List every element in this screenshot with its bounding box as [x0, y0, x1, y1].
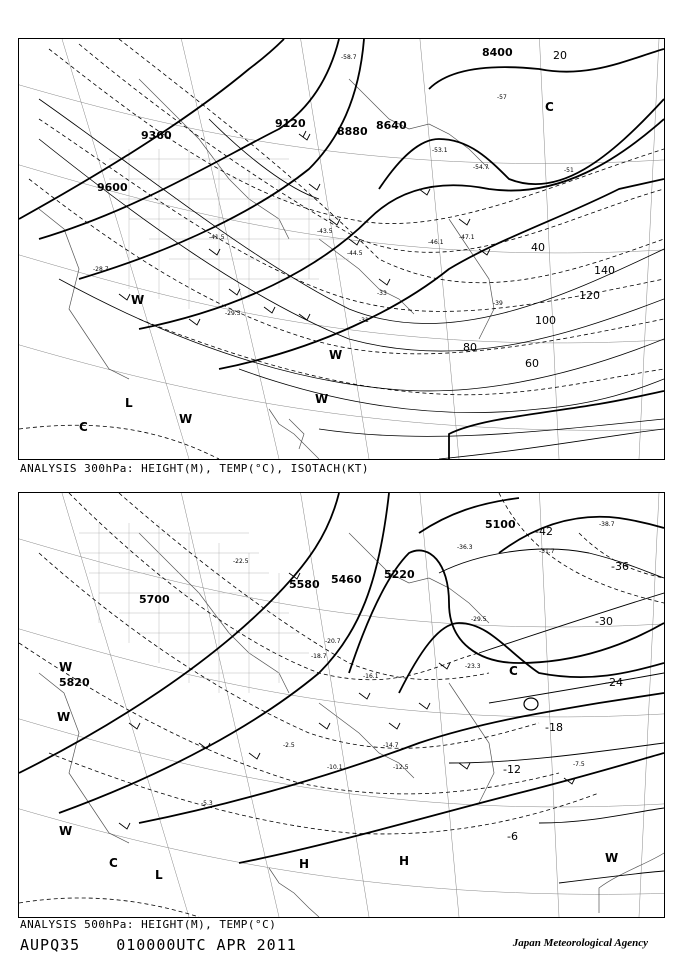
- temp-label: -36.3: [457, 544, 473, 551]
- isotach-label: 20: [553, 49, 567, 62]
- isotach-label: 80: [463, 341, 477, 354]
- temp-label: -44.5: [347, 250, 363, 257]
- height-label: 9600: [97, 181, 128, 194]
- temp-label: -57: [497, 94, 507, 101]
- isotherm-label: -30: [595, 615, 613, 628]
- temp-labels-500: [201, 521, 615, 807]
- temp-label: -39: [493, 300, 503, 307]
- map-symbols-300: [79, 100, 554, 434]
- cold-symbol: C: [545, 100, 554, 114]
- height-label: 8400: [482, 46, 513, 59]
- chart-footer: [20, 936, 660, 954]
- isotherm-label: -6: [507, 830, 518, 843]
- wind-barbs-500: [119, 573, 575, 829]
- temp-label: -29.5: [471, 616, 487, 623]
- temp-label: -14.7: [383, 742, 399, 749]
- hatched-region: [79, 523, 319, 693]
- temp-label: -38.7: [599, 521, 615, 528]
- high-pressure-symbol: H: [399, 854, 410, 868]
- temp-label: -5.3: [201, 800, 213, 807]
- temp-label: -33: [377, 290, 387, 297]
- cold-symbol: C: [509, 664, 518, 678]
- caption-500hpa: ANALYSIS 500hPa: HEIGHT(M), TEMP(°C): [20, 918, 277, 931]
- warm-symbol: W: [59, 824, 73, 838]
- height-label: 5820: [59, 676, 90, 689]
- temp-label: -41.5: [209, 234, 225, 241]
- temp-label: -58.7: [341, 54, 357, 61]
- height-label: 5580: [289, 578, 320, 591]
- temp-label: -43.5: [317, 228, 333, 235]
- valid-time: 010000UTC APR 2011: [116, 936, 297, 954]
- temp-label: -28.7: [93, 266, 109, 273]
- height-contours-300: [19, 39, 664, 459]
- height-label: 8880: [337, 125, 368, 138]
- temp-label: -51: [564, 167, 574, 174]
- map-canvas-300hpa: [19, 39, 664, 459]
- isotherms-500: [19, 493, 664, 917]
- temp-label: -54.7: [473, 164, 489, 171]
- caption-300hpa: ANALYSIS 300hPa: HEIGHT(M), TEMP(°C), ISOTACH(KT): [20, 462, 370, 475]
- isotherm-label: -24: [605, 676, 623, 689]
- isotach-label: 120: [579, 289, 600, 302]
- low-pressure-symbol: L: [125, 396, 133, 410]
- temp-label: -47.1: [459, 234, 475, 241]
- temp-label: -29.3: [225, 310, 241, 317]
- warm-symbol: W: [605, 851, 619, 865]
- height-label: 5460: [331, 573, 362, 586]
- isotherm-labels-500: [503, 525, 629, 843]
- temp-label: -31.7: [539, 548, 555, 555]
- low-pressure-symbol: L: [155, 868, 163, 882]
- isotherm-label: -42: [535, 525, 553, 538]
- height-label: 5100: [485, 518, 516, 531]
- warm-symbol: W: [315, 392, 329, 406]
- isotherm-solid-500: [439, 549, 664, 883]
- warm-symbol: W: [131, 293, 145, 307]
- isotachs-300: [39, 99, 664, 459]
- temp-label: -18.7: [311, 653, 327, 660]
- isotach-label: 100: [535, 314, 556, 327]
- product-code: AUPQ35: [20, 936, 81, 954]
- isotherm-label: -36: [611, 560, 629, 573]
- height-label: 8640: [376, 119, 407, 132]
- temp-label: -2.5: [283, 742, 295, 749]
- isotach-labels-300: [463, 49, 615, 370]
- latlon-grid: [19, 493, 664, 917]
- isotach-label: 40: [531, 241, 545, 254]
- isotherm-label: -18: [545, 721, 563, 734]
- warm-symbol: W: [179, 412, 193, 426]
- isotherms-300: [19, 39, 664, 459]
- coastlines: [39, 533, 664, 917]
- closed-contour-circle: [524, 698, 538, 710]
- temp-label: -46.1: [428, 239, 444, 246]
- isotach-label: 60: [525, 357, 539, 370]
- temp-label: -7.5: [573, 761, 585, 768]
- height-label: 5220: [384, 568, 415, 581]
- warm-symbol: W: [329, 348, 343, 362]
- high-pressure-symbol: H: [299, 857, 310, 871]
- temp-label: -22.5: [233, 558, 249, 565]
- temp-label: -12.5: [393, 764, 409, 771]
- height-contours-500: [19, 493, 664, 863]
- temp-label: -53.1: [432, 147, 448, 154]
- height-label: 9120: [275, 117, 306, 130]
- height-label: 5700: [139, 593, 170, 606]
- map-canvas-500hpa: [19, 493, 664, 917]
- temp-label: -23.3: [465, 663, 481, 670]
- map-panel-300hpa: [18, 38, 665, 460]
- isotherm-label: -12: [503, 763, 521, 776]
- height-label: 9360: [141, 129, 172, 142]
- cold-symbol: C: [79, 420, 88, 434]
- map-panel-500hpa: [18, 492, 665, 918]
- agency-name: Japan Meteorological Agency: [512, 937, 648, 949]
- temp-label: -20.7: [325, 638, 341, 645]
- product-id-line: [20, 936, 323, 954]
- warm-symbol: W: [57, 710, 71, 724]
- temp-label: -16.1: [363, 673, 379, 680]
- latlon-grid: [19, 39, 664, 459]
- cold-symbol: C: [109, 856, 118, 870]
- temp-label: -10.1: [327, 764, 343, 771]
- hatched-region: [109, 149, 349, 309]
- isotach-label: 140: [594, 264, 615, 277]
- temp-label: -31: [359, 317, 369, 324]
- warm-symbol: W: [59, 660, 73, 674]
